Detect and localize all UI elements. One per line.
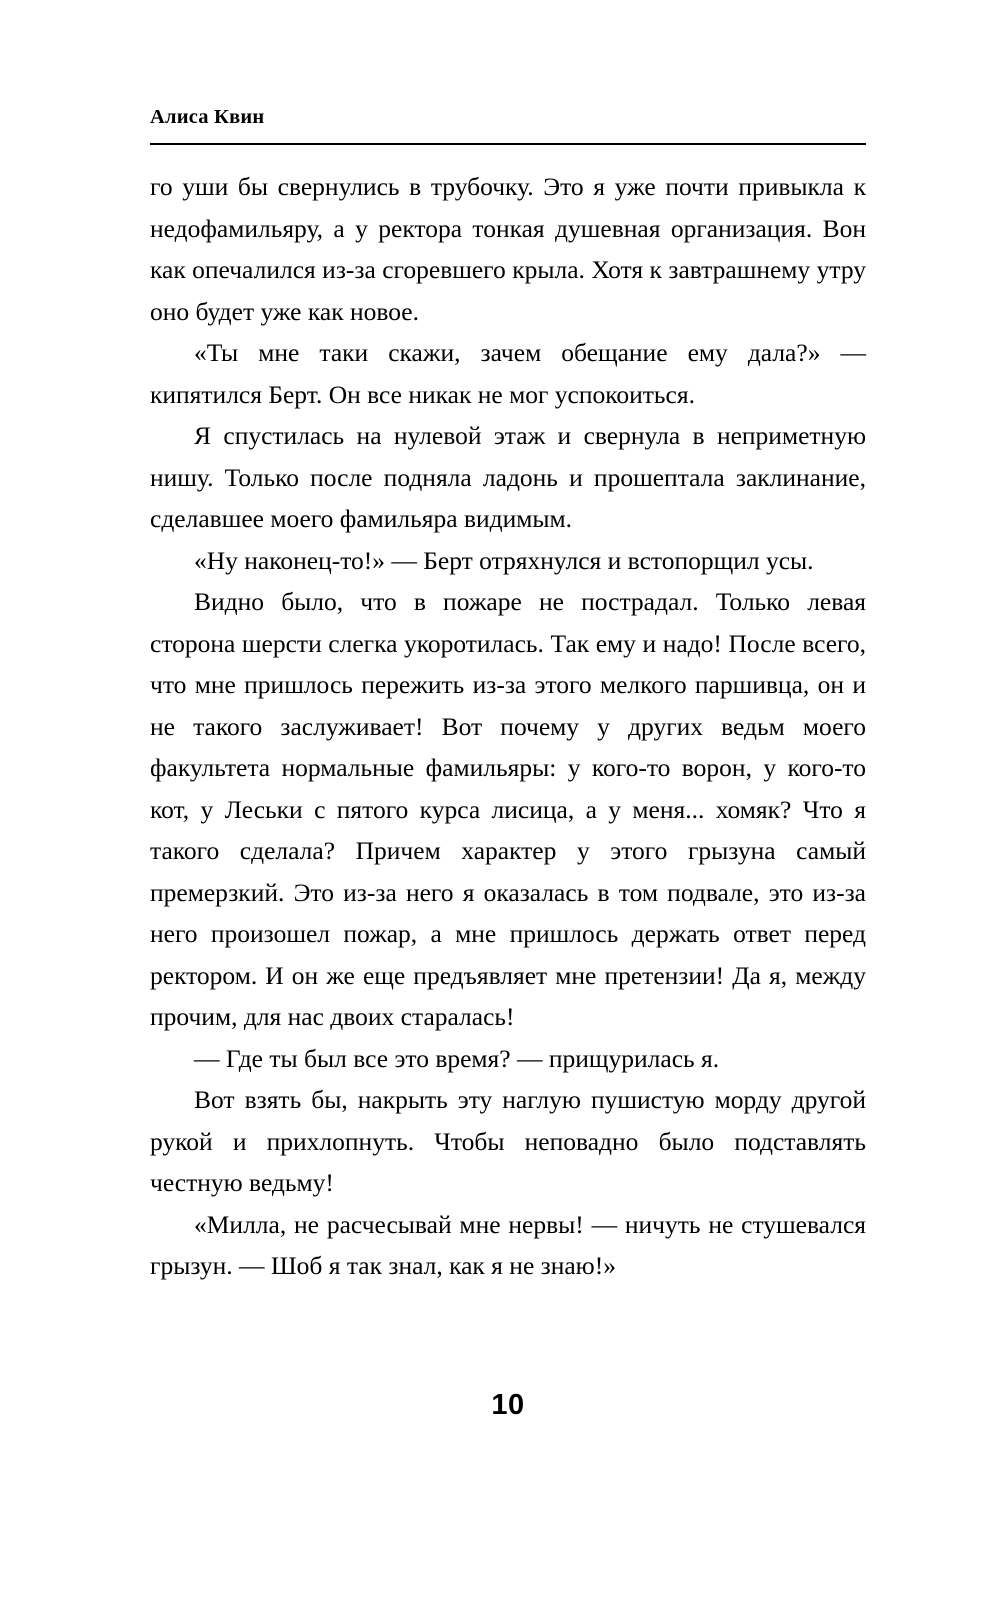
paragraph: «Ну наконец-то!» — Берт отряхнулся и встопорщил усы.	[194, 545, 814, 575]
paragraph: «Милла, не расчесывай мне нервы! — ничуть не стушевался грызун. — Шоб я так знал, как я не знаю!»	[150, 1209, 866, 1280]
paragraph: Вот взять бы, накрыть эту наглую пушистую морду другой рукой и прихлопнуть. Чтобы неповадно было подставлять честную ведьму!	[150, 1085, 866, 1197]
paragraph: го уши бы свернулись в трубочку. Это я уже почти привыкла к недофамильяру, а у ректора тонкая душевная организация. Вон как опечалился из-за сгоревшего крыла. Хотя к завтрашнему утру оно будет уже как новое.	[150, 172, 866, 326]
paragraph: Я спустилась на нулевой этаж и свернула в неприметную нишу. Только после подняла ладонь и прошептала заклинание, сделавшее моего фамильяра видимым.	[150, 421, 866, 533]
page-number: 10	[491, 1389, 525, 1421]
body-text	[150, 166, 866, 1287]
paragraph: Видно было, что в пожаре не пострадал. Только левая сторона шерсти слегка укоротилась. Так ему и надо! После всего, что мне пришлось пережить из-за этого мелкого паршивца, он и не такого заслуживает! Вот почему у других ведьм моего факультета нормальные фамильяры: у кого-то ворон, у кого-то кот, у Леськи с пятого курса лисица, а у меня... хомяк? Что я такого сделала? Причем характер у этого грызуна самый премерзкий. Это из-за него я оказалась в том подвале, это из-за него произошел пожар, а мне пришлось держать ответ перед ректором. И он же еще предъявляет мне претензии! Да я, между прочим, для нас двоих старалась!	[150, 587, 866, 1031]
page-text-block	[150, 0, 866, 1616]
paragraph: «Ты мне таки скажи, зачем обещание ему дала?» — кипятился Берт. Он все никак не мог успокоиться.	[150, 338, 866, 409]
running-head-author: Алиса Квин	[150, 106, 265, 128]
paragraph: — Где ты был все это время? — прищурилась я.	[194, 1043, 720, 1073]
header-divider	[150, 143, 866, 145]
